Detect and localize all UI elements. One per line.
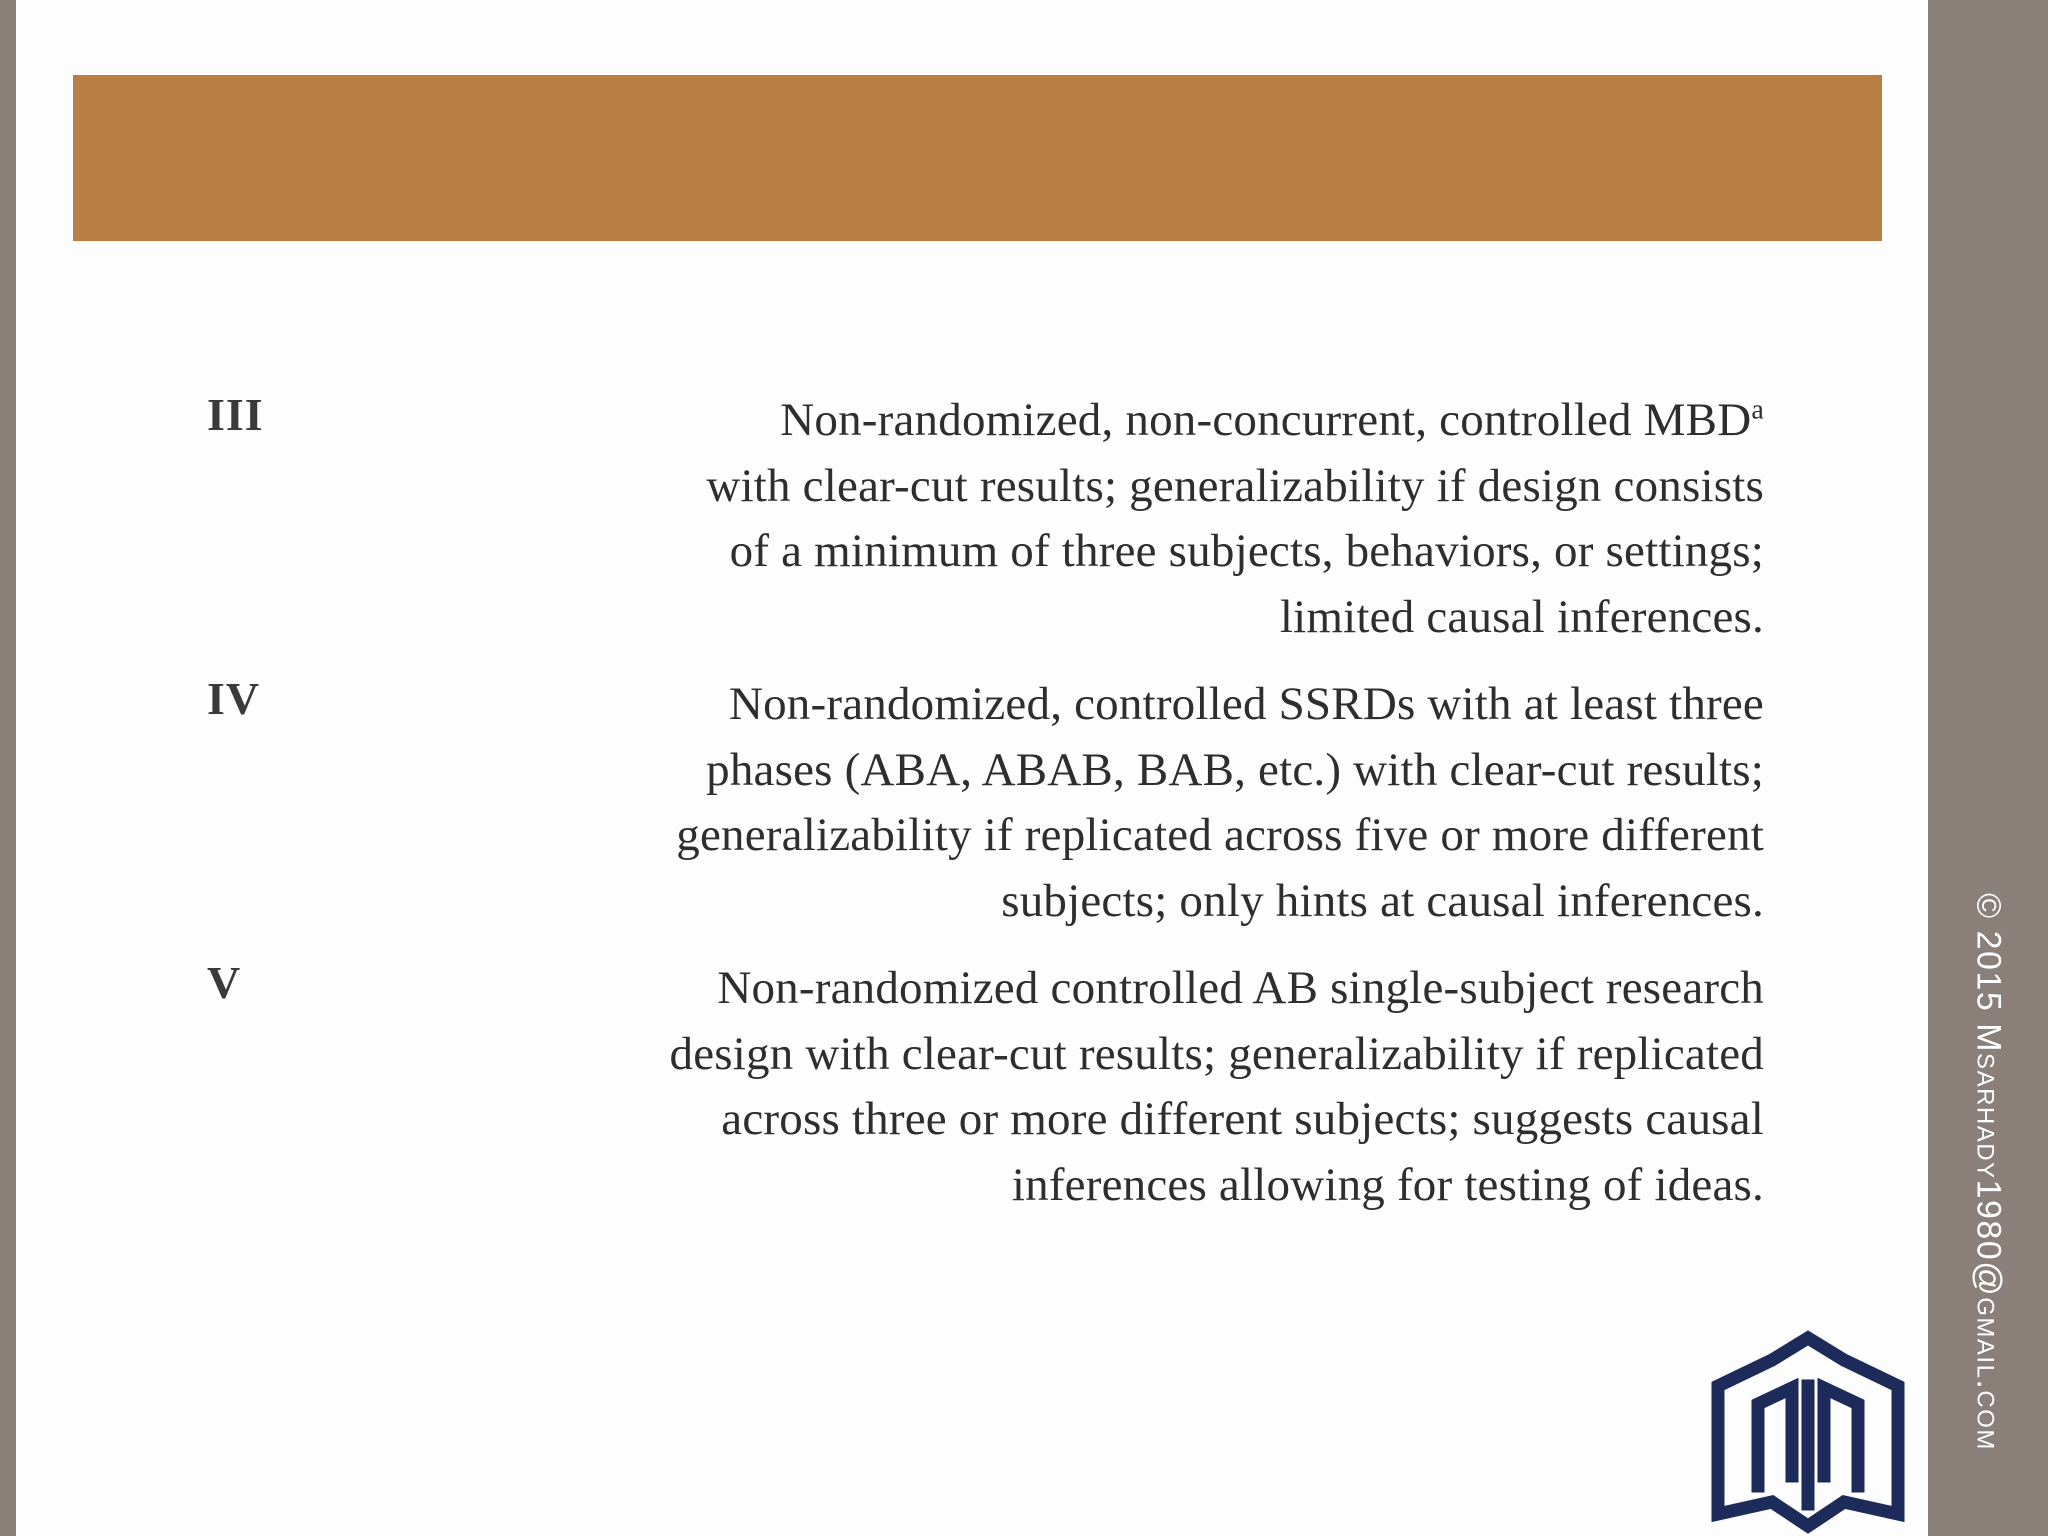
level-description-line: inferences allowing for testing of ideas. bbox=[1011, 1158, 1764, 1211]
evidence-levels-table bbox=[16, 0, 1928, 1536]
level-number: III bbox=[207, 389, 264, 440]
footnote-marker: a bbox=[1751, 394, 1764, 426]
level-description bbox=[464, 672, 1764, 934]
level-description bbox=[464, 388, 1764, 650]
level-description-line: phases (ABA, ABAB, BAB, etc.) with clear-cut results; bbox=[706, 743, 1764, 796]
level-description-line: generalizability if replicated across five or more different bbox=[676, 809, 1764, 861]
left-frame-strip bbox=[0, 0, 16, 1536]
level-description-line: limited causal inferences. bbox=[1279, 590, 1764, 643]
university-book-logo-icon bbox=[1704, 1326, 1912, 1536]
level-description-line: Non-randomized controlled AB single-subject research bbox=[717, 962, 1764, 1014]
level-number: IV bbox=[207, 673, 261, 724]
level-description bbox=[464, 956, 1764, 1218]
level-description-line: across three or more different subjects; suggests causal bbox=[721, 1093, 1764, 1145]
level-description-line: subjects; only hints at causal inferences. bbox=[1001, 874, 1764, 927]
copyright-notice: © 2015 Msarhady1980@gmail.com bbox=[1969, 893, 2008, 1451]
level-number: V bbox=[207, 957, 242, 1008]
level-description-line: Non-randomized, controlled SSRDs with at least three bbox=[728, 678, 1764, 730]
level-description-line: Non-randomized, non-concurrent, controlled MBD$^a$ bbox=[780, 394, 1764, 446]
level-description-line: with clear-cut results; generalizability if design consists bbox=[706, 459, 1764, 512]
level-description-line: of a minimum of three subjects, behaviors, or settings; bbox=[729, 525, 1764, 577]
slide bbox=[16, 0, 1928, 1536]
level-description-line: design with clear-cut results; generalizability if replicated bbox=[669, 1027, 1764, 1080]
